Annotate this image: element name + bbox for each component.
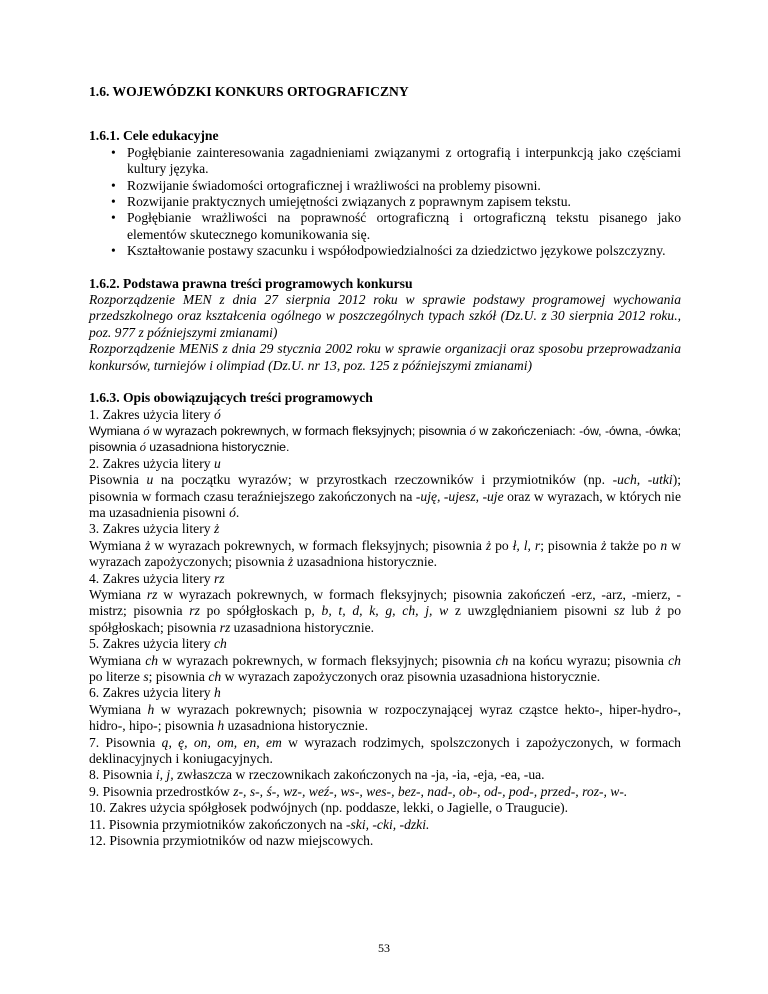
document-page xyxy=(89,84,681,849)
item-1-title: 1. Zakres użycia litery ó xyxy=(89,406,221,422)
item-1-body: Wymiana ó w wyrazach pokrewnych, w formach fleksyjnych; pisownia ó w zakończeniach: -ów, -ówna, -ówka; pisownia ó uzasadniona historycznie. xyxy=(89,423,681,455)
item-5-title: 5. Zakres użycia litery ch xyxy=(89,636,227,652)
item-4-body: Wymiana rz w wyrazach pokrewnych, w formach fleksyjnych; pisownia zakończeń -erz, -arz, -mierz, -mistrz; pisownia rz po spółgłoskach p, b, t, d, k, g, ch, j, w z uwzględnianiem pisowni sz lub ż po spółgłoskach; pisownia rz uzasadniona historycznie. xyxy=(89,586,682,635)
list-item: • Pogłębianie zainteresowania zagadnieniami związanymi z ortografią i interpunkcją jako częściami kultury języka. xyxy=(89,145,681,178)
list-item: • Kształtowanie postawy szacunku i współodpowiedzialności za dziedzictwo językowe polszczyzny. xyxy=(89,243,681,259)
list-item: • Rozwijanie świadomości ortograficznej i wrażliwości na problemy pisowni. xyxy=(89,178,681,194)
section-title: 1.6. WOJEWÓDZKI KONKURS ORTOGRAFICZNY xyxy=(89,84,409,99)
page-number: 53 xyxy=(378,941,390,955)
list-item: • Rozwijanie praktycznych umiejętności związanych z poprawnym zapisem tekstu. xyxy=(89,194,681,210)
legal-paragraph-1: Rozporządzenie MEN z dnia 27 sierpnia 2012 roku w sprawie podstawy programowej wychowania przedszkolnego oraz kształcenia ogólnego w poszczególnych typach szkół (Dz.U. z 30 sierpnia 2012 roku., poz. 977 z późniejszymi zmianami) xyxy=(89,292,681,340)
item-3-title: 3. Zakres użycia litery ż xyxy=(89,521,220,537)
item-2-title: 2. Zakres użycia litery u xyxy=(89,455,221,471)
program-heading: 1.6.3. Opis obowiązujących treści programowych xyxy=(89,390,373,406)
item-11: 11. Pisownia przymiotników zakończonych na -ski, -cki, -dzki. xyxy=(89,816,430,832)
item-8: 8. Pisownia i, j, zwłaszcza w rzeczownikach zakończonych na -ja, -ia, -eja, -ea, -ua. xyxy=(89,767,545,783)
goals-heading: 1.6.1. Cele edukacyjne xyxy=(89,128,219,144)
legal-paragraph-2: Rozporządzenie MENiS z dnia 29 stycznia 2002 roku w sprawie organizacji oraz sposobu przeprowadzania konkursów, turniejów i olimpiad (Dz.U. nr 13, poz. 125 z późniejszymi zmianami) xyxy=(89,341,681,373)
item-2-body: Pisownia u na początku wyrazów; w przyrostkach rzeczowników i przymiotników (np. -uch, -utki); pisownia w formach czasu teraźniejszego zakończonych na -uję, -ujesz, -uje oraz w wyrazach, w których nie ma uzasadnienia pisowni ó. xyxy=(89,472,681,520)
item-3-body: Wymiana ż w wyrazach pokrewnych, w formach fleksyjnych; pisownia ż po ł, l, r; pisownia ż także po n w wyrazach zapożyczonych; pisownia ż uzasadniona historycznie. xyxy=(89,537,681,570)
item-10: 10. Zakres użycia spółgłosek podwójnych (np. poddasze, lekki, o Jagielle, o Traugucie). xyxy=(89,800,569,816)
list-item: • Pogłębianie wrażliwości na poprawność ortograficzną i ortograficzną tekstu pisanego jako elementów skutecznego komunikowania się. xyxy=(89,210,681,243)
item-7: 7. Pisownia ą, ę, on, om, en, em w wyrazach rodzimych, spolszczonych i zapożyczonych, w formach deklinacyjnych i koniugacyjnych. xyxy=(89,734,681,767)
item-4-title: 4. Zakres użycia litery rz xyxy=(89,570,225,586)
item-6-body: Wymiana h w wyrazach pokrewnych; pisownia w rozpoczynającej wyraz cząstce hekto-, hiper-hydro-, hidro-, hipo-; pisownia h uzasadniona historycznie. xyxy=(89,701,682,734)
item-12: 12. Pisownia przymiotników od nazw miejscowych. xyxy=(89,833,374,849)
legal-heading: 1.6.2. Podstawa prawna treści programowych konkursu xyxy=(89,275,413,291)
goals-list xyxy=(89,145,681,260)
item-5-body: Wymiana ch w wyrazach pokrewnych, w formach fleksyjnych; pisownia ch na końcu wyrazu; pisownia ch po literze s; pisownia ch w wyrazach zapożyczonych oraz pisownia uzasadniona historycznie. xyxy=(89,652,681,684)
item-6-title: 6. Zakres użycia litery h xyxy=(89,685,221,701)
item-9: 9. Pisownia przedrostków z-, s-, ś-, wz-, weź-, ws-, wes-, bez-, nad-, ob-, od-, pod-, przed-, roz-, w-. xyxy=(89,783,628,799)
